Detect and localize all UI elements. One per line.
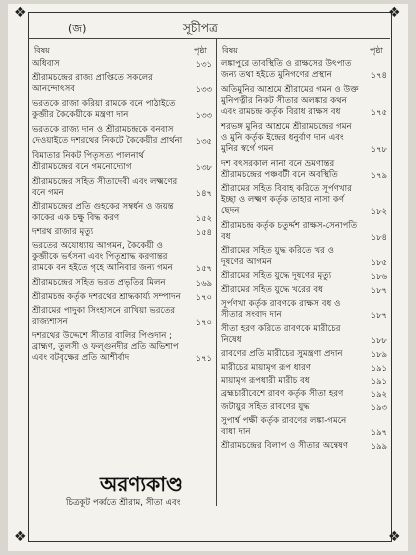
toc-entry-page: ১৮৬: [370, 271, 387, 281]
toc-entry-title: সূর্পণখা কর্তৃক রাবণকে রাক্ষস বধ ও সীতার সংবাদ দান: [221, 299, 341, 320]
toc-entry-title: শ্রীরামচন্দ্র কর্তৃক চতুর্দ্দশ রাক্ষস-সেনাপতি বধ: [221, 221, 358, 242]
toc-entry-title: শ্রীরামচন্দ্রের প্রতি গুহকের সম্বর্ধন ও জয়ন্ত কাকের এক চক্ষু বিদ্ধ করণ: [32, 202, 174, 223]
toc-entry-title: সীতা হরণ করিতে রাবণকে মারীচের নিষেধ: [221, 324, 341, 345]
toc-entry-page: ১৩৫: [195, 136, 212, 146]
toc-entry-title: শ্রীরামচন্দ্রের সহিত ভরত প্রভৃতির মিলন: [32, 278, 166, 288]
toc-entry-page: ১৯১: [370, 363, 387, 373]
toc-entry: [32, 278, 212, 289]
toc-entry-page: ১৭০: [195, 292, 212, 302]
toc-entry-title: অতিমুনির আশ্রমে শ্রীরামের গমন ও উক্ত মুনিপত্নীর নিকট সীতার অলঙ্কার কথন এবং রামচন্দ্র কর্তৃক বিরাধ রাক্ষস বধ: [221, 85, 359, 117]
toc-entry-page: ১৭০: [195, 317, 212, 327]
toc-entry-page: ১৮৭: [370, 310, 387, 320]
toc-entry: [32, 292, 212, 303]
book-page: [8, 4, 408, 551]
toc-entry: [221, 416, 387, 438]
toc-entry: [221, 389, 387, 400]
toc-entry-title: শ্রীরামের পাদুকা সিংহাসনে রাখিয়া ভরতের রাজ্যশাসন: [32, 306, 176, 327]
section-title: অরণ্যকাণ্ড: [100, 472, 183, 496]
toc-entry-page: ১৪৭: [195, 188, 212, 198]
section-first-entry: চিত্রকূট পর্ব্বতে শ্রীরাম, সীতা এবং: [66, 498, 181, 508]
toc-entry: [32, 73, 212, 95]
toc-entry-title: অধিবাস: [32, 59, 60, 69]
toc-entry-page: ১৭৪: [370, 70, 387, 80]
corner-ornament-icon: ❖: [14, 5, 27, 21]
toc-entry-title: ভরতের অযোধ্যায় আগমন, কৈকেয়ী ও কুব্জীকে ভর্ৎসনা এবং পিতৃশ্রাদ্ধ করণান্তর রামকে বন হইতে গৃহে আনিবার জন্য গমন: [32, 241, 173, 273]
toc-entry-page: ১৫২: [195, 213, 212, 223]
page-tag: (জ): [68, 22, 87, 35]
toc-entry: [221, 271, 387, 282]
left-toc-column: [32, 59, 212, 367]
toc-entry-title: ভরতকে রাজ্য দান ও শ্রীরামচন্দ্রকে বনবাস দেওয়াইতে দশরথের নিকটে কৈকেয়ীর প্রার্থনা: [32, 125, 183, 146]
toc-entry: [32, 125, 212, 147]
toc-entry: [221, 402, 387, 413]
toc-entry-title: ব্রহ্মচারীবেশে রাবণ কর্তৃক সীতা হরণ: [221, 389, 344, 399]
toc-entry-title: লঙ্কাপুরে তাবস্থিতি ও রাক্ষসের উৎপাত জন্য তথা হইতে মুনিগণের প্রস্থান: [221, 59, 352, 80]
page-header: [28, 12, 390, 46]
toc-entry: [221, 285, 387, 296]
toc-entry-page: ১৯২: [370, 389, 387, 399]
page-title: সূচীপত্র: [183, 21, 218, 35]
toc-entry-title: শ্রীরামের সহিত যুদ্ধে দূষণের মৃত্যু: [221, 271, 332, 281]
toc-entry-page: ১৬৯: [195, 278, 212, 288]
toc-entry-title: রাবণের প্রতি মারীচের সুমন্ত্রণা প্রদান: [221, 349, 343, 359]
toc-entry-title: দশরথ রাজার মৃত্যু: [32, 227, 94, 237]
toc-entry-title: দশরথের উদ্দেশে সীতার বালির পিণ্ডদান ; ব্রাহ্মণ, তুলসী ও ফল্গুনদীর প্রতি অভিশাপ এবং বটবৃক্ষের প্রতি আশীর্বাদ: [32, 331, 179, 363]
toc-entry-title: বিমাতার নিকট পিতৃসত্য পালনার্থ শ্রীরামচন্দ্রের বনে গমনোদ্যোগ: [32, 151, 144, 172]
toc-entry-title: শ্রীরামের সহিত বিবাহ করিতে সূর্পণখার ইচ্ছা ও লক্ষ্মণ কর্তৃক তাহার নাসা কর্ণ ছেদন: [221, 184, 352, 216]
toc-entry-page: ১৯৩: [370, 402, 387, 412]
toc-entry-title: শ্রীরামচন্দ্রের সহিত সীতাদেবী এবং লক্ষ্মণের বনে গমন: [32, 177, 178, 198]
toc-entry: [221, 441, 387, 452]
toc-entry: [221, 299, 387, 321]
toc-entry: [221, 349, 387, 360]
toc-entry-title: মারীচের মায়ামৃগ রূপ ধারণ: [221, 363, 312, 373]
toc-entry: [32, 227, 212, 238]
toc-entry-title: সুপার্শ্ব পক্ষী কর্তৃক রাবণের লঙ্কা-গমনে বাধা দান: [221, 416, 347, 437]
toc-entry-page: ১৮৪: [370, 232, 387, 242]
toc-entry: [221, 221, 387, 243]
toc-entry: [221, 363, 387, 374]
column-divider: [216, 38, 217, 506]
toc-entry-page: ১৭৮: [370, 144, 387, 154]
toc-entry-page: ১৮৮: [370, 335, 387, 345]
toc-entry-title: জটায়ুর সহিত রাবণের যুদ্ধ: [221, 402, 310, 412]
toc-entry-title: শরভঙ্গ মুনির আশ্রমে শ্রীরামচন্দ্রের গমন ও মুনি কর্তৃক ইন্দ্রের ধনুর্বাণ দান এবং মুনির স্বর্গে গমন: [221, 122, 352, 154]
left-col-label: বিষয়: [34, 46, 50, 55]
toc-entry: [32, 177, 212, 199]
toc-entry-page: ১৩৮: [195, 162, 212, 172]
left-col-page-label: পৃষ্ঠা: [194, 46, 207, 55]
corner-ornament-icon: ❖: [388, 5, 401, 21]
toc-entry: [221, 122, 387, 155]
toc-entry: [221, 85, 387, 118]
toc-entry-title: দশ বৎসরকাল নানা বনে ভ্রমণান্তর শ্রীরামচন্দ্রের পঞ্চবটী বনে অবস্থিতি: [221, 159, 338, 180]
toc-entry-page: ১৮৯: [370, 349, 387, 359]
toc-entry: [32, 99, 212, 121]
toc-entry: [221, 324, 387, 346]
toc-entry-page: ১৯১: [370, 376, 387, 386]
toc-entry-title: শ্রীরামের সহিত যুদ্ধ করিতে খর ও দূষণের আগমন: [221, 246, 334, 267]
toc-entry-title: মায়ামৃগ রূপধারী মারীচ বধ: [221, 376, 310, 386]
toc-entry: [221, 159, 387, 181]
toc-entry: [32, 151, 212, 173]
right-col-page-label: পৃষ্ঠা: [370, 46, 383, 55]
toc-entry: [221, 59, 387, 81]
toc-entry-page: ১৯৯: [370, 441, 387, 451]
toc-entry-page: ১৩১: [195, 59, 212, 69]
toc-entry: [32, 202, 212, 224]
toc-entry-page: ১৮৫: [370, 257, 387, 267]
toc-entry-page: ১৮৭: [370, 285, 387, 295]
toc-entry-title: শ্রীরামের সহিত যুদ্ধে খরের বধ: [221, 285, 323, 295]
toc-entry-title: শ্রীরামচন্দ্রের বিলাপ ও সীতার অন্বেষণ: [221, 441, 349, 451]
right-toc-column: [221, 59, 387, 455]
corner-ornament-icon: ❖: [388, 529, 401, 545]
toc-entry: [221, 184, 387, 217]
toc-entry-page: ১৭১: [195, 353, 212, 363]
toc-entry-page: ১৮২: [370, 206, 387, 216]
toc-entry-page: ১৯৭: [370, 427, 387, 437]
toc-entry-title: ভরতকে রাজা করিয়া রামকে বনে পাঠাইতে কুব্জীর কৈকেয়ীকে মন্ত্রণা দান: [32, 99, 176, 120]
toc-entry-title: শ্রীরামচন্দ্রের রাজ্য প্রাপ্তিতে সকলের আনন্দোৎসব: [32, 73, 153, 94]
toc-entry: [32, 331, 212, 364]
toc-entry: [32, 306, 212, 328]
toc-entry-page: ১৩৩: [195, 110, 212, 120]
toc-entry-page: ১৩৩: [195, 84, 212, 94]
corner-ornament-icon: ❖: [14, 529, 27, 545]
toc-entry: [221, 246, 387, 268]
right-col-label: বিষয়: [222, 46, 238, 55]
toc-entry: [221, 376, 387, 387]
toc-entry: [32, 241, 212, 274]
toc-entry-page: ১৫৭: [195, 263, 212, 273]
toc-entry: [32, 59, 212, 70]
header-rule: [28, 38, 390, 39]
toc-entry-page: ১৫৪: [195, 227, 212, 237]
toc-entry-page: ১৭৯: [370, 170, 387, 180]
toc-entry-title: শ্রীরামচন্দ্র কর্তৃক দশরথের শ্রাদ্ধকার্য্য সম্পাদন: [32, 292, 181, 302]
toc-entry-page: ১৭৫: [370, 107, 387, 117]
